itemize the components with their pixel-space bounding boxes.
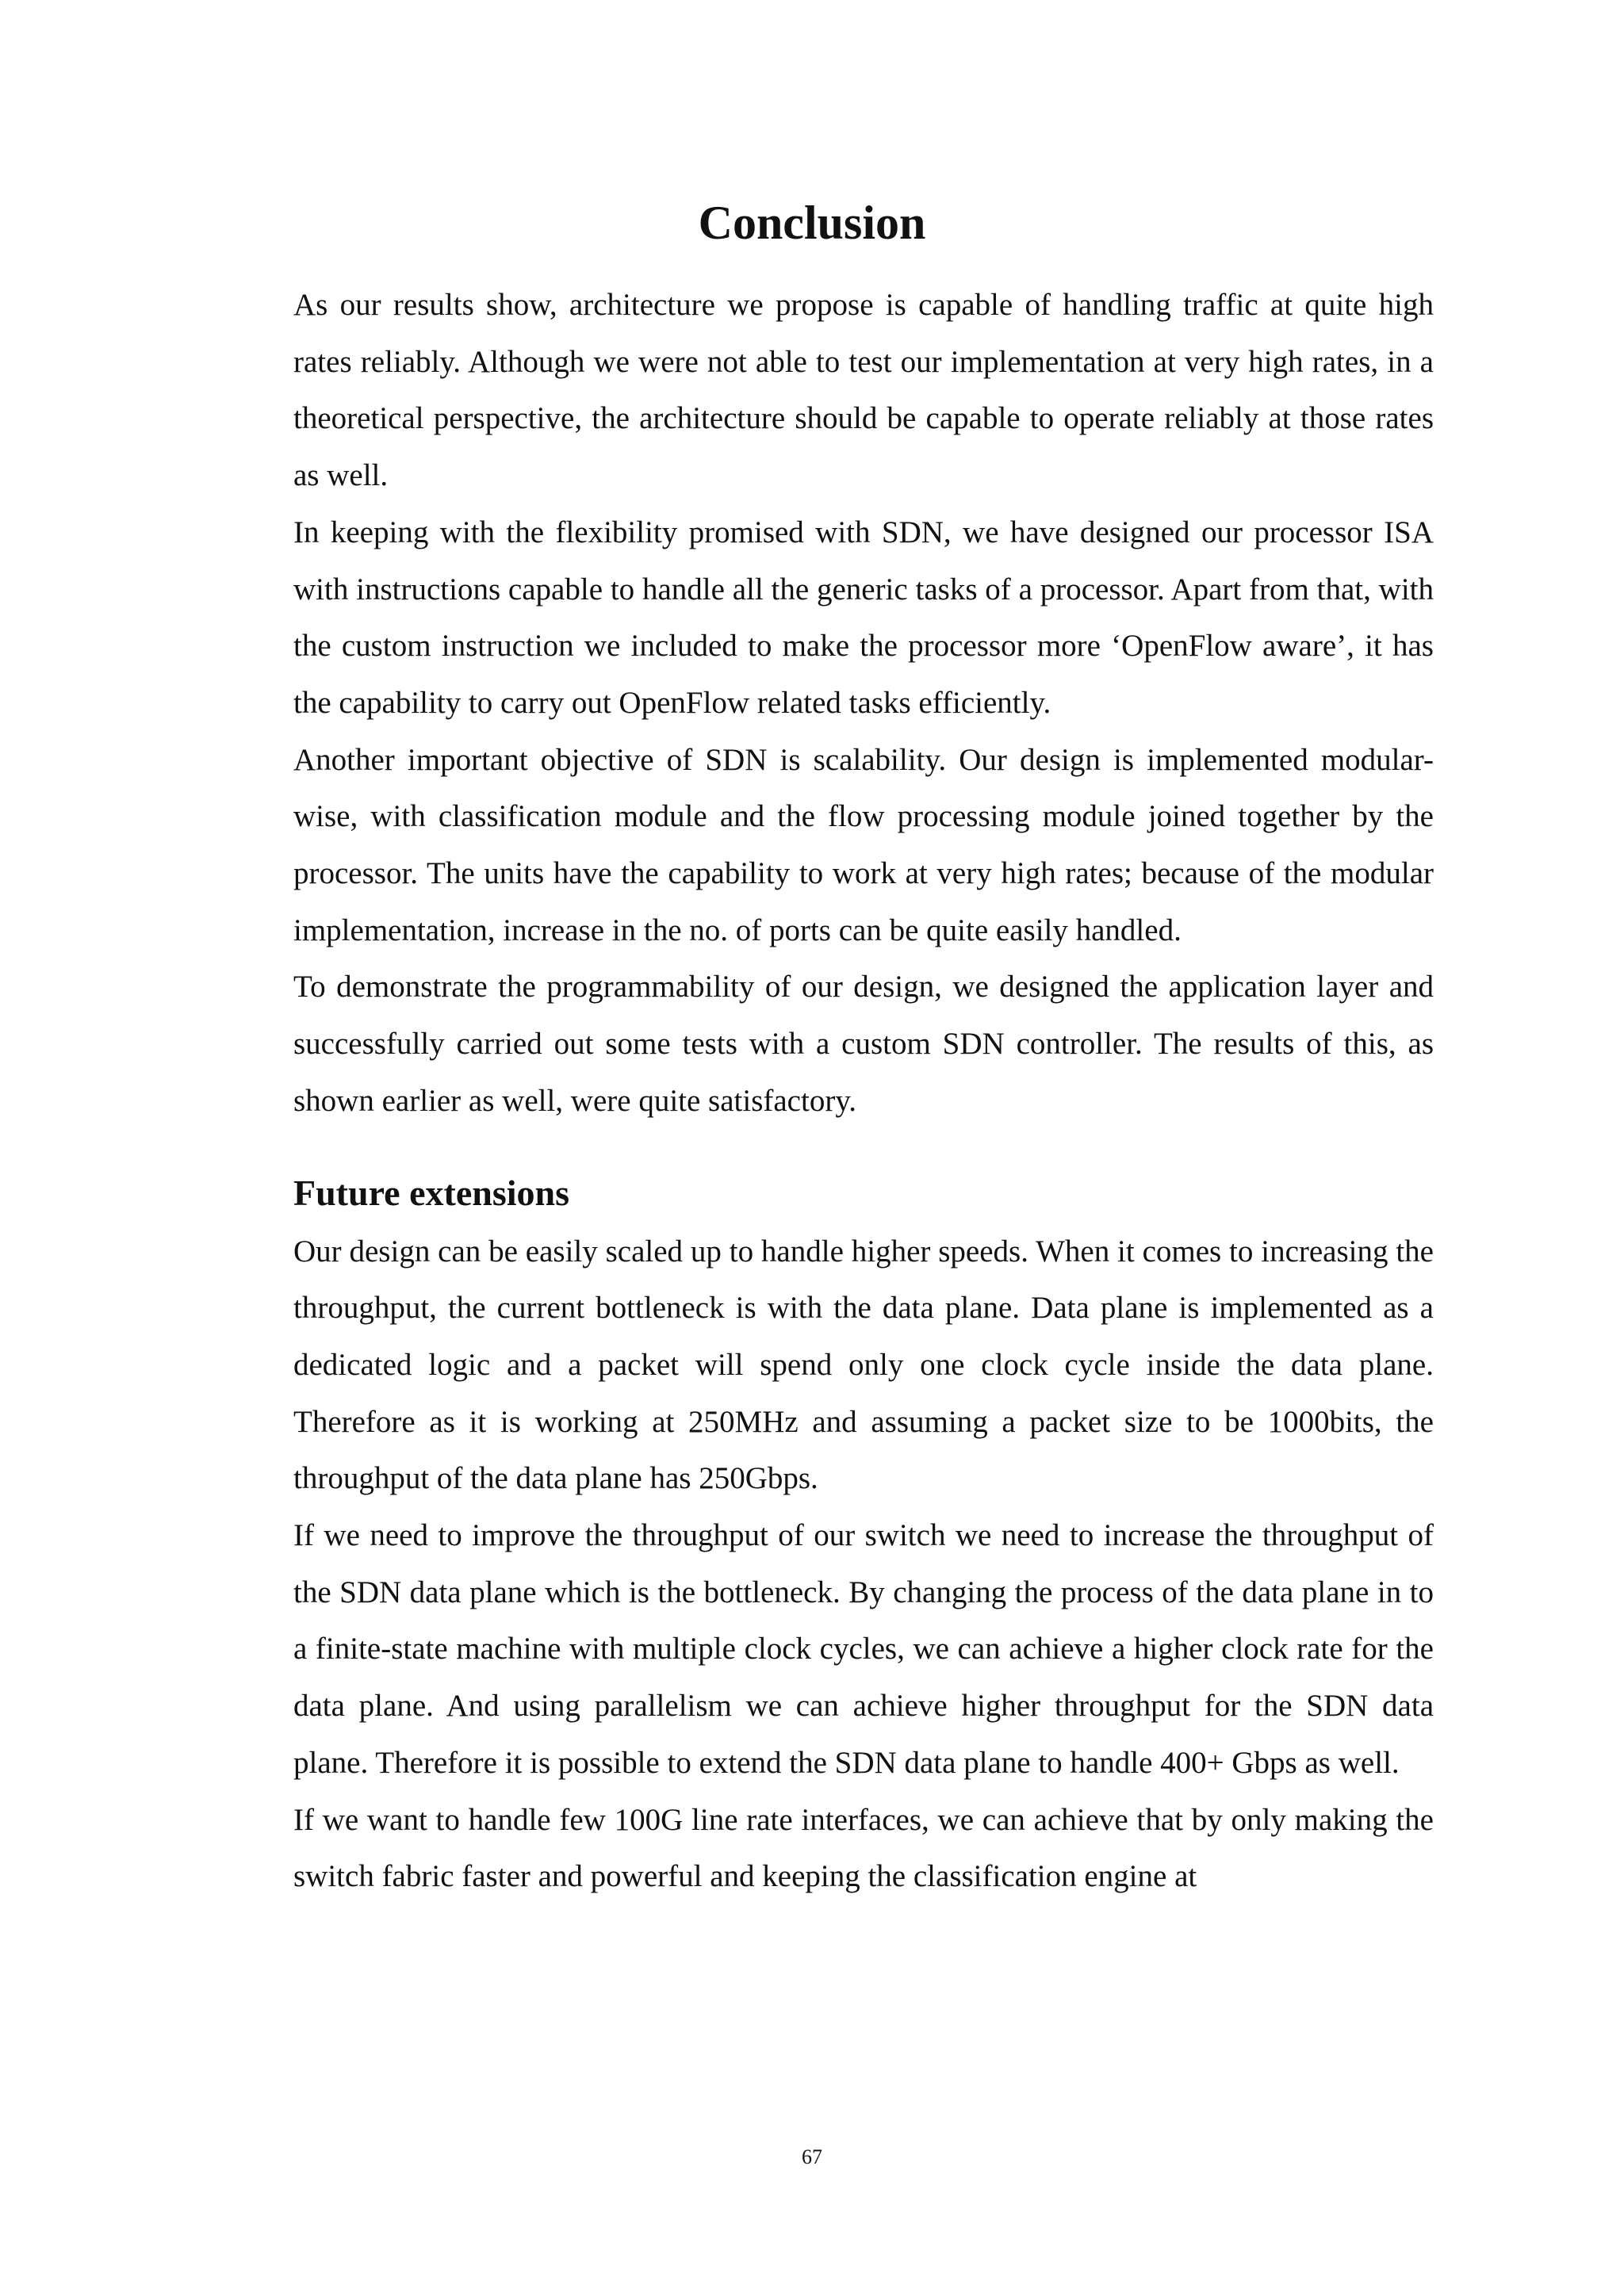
section-paragraph-3: If we want to handle few 100G line rate interfaces, we can achieve that by only making the switch fabric faster and powerful and keeping the classification engine at xyxy=(293,1802,1434,1894)
paragraph-1: As our results show, architecture we propose is capable of handling traffic at quite high rates reliably. Although we were not able to test our implementation at very high rates, in a theoretical perspective, the architecture should be capable to operate reliably at those rates as well. xyxy=(293,288,1434,493)
section-paragraph-2: If we need to improve the throughput of our switch we need to increase the throughput of the SDN data plane which is the bottleneck. By changing the process of the data plane in to a finite-state machine with multiple clock cycles, we can achieve a higher clock rate for the data plane. And using parallelism we can achieve higher throughput for the SDN data plane. Therefore it is possible to extend the SDN data plane to handle 400+ Gbps as well. xyxy=(293,1518,1434,1780)
paragraph-4: To demonstrate the programmability of our design, we designed the application layer and successfully carried out some tests with a custom SDN controller. The results of this, as shown earlier as well, were quite satisfactory. xyxy=(293,970,1434,1118)
paragraph-3: Another important objective of SDN is scalability. Our design is implemented modular-wise, with classification module and the flow processing module joined together by the processor. The units have the capability to work at very high rates; because of the modular implementation, increase in the no. of ports can be quite easily handled. xyxy=(293,742,1434,947)
page-title: Conclusion xyxy=(698,197,926,249)
page-number: 67 xyxy=(802,2145,822,2168)
paragraph-2: In keeping with the flexibility promised with SDN, we have designed our processor ISA with instructions capable to handle all the generic tasks of a processor. Apart from that, with the custom instruction we included to make the processor more ‘OpenFlow aware’, it has the capability to carry out OpenFlow related tasks efficiently. xyxy=(293,515,1434,720)
section-paragraph-1: Our design can be easily scaled up to handle higher speeds. When it comes to increasing the throughput, the current bottleneck is with the data plane. Data plane is implemented as a dedicated logic and a packet will spend only one clock cycle inside the data plane. Therefore as it is working at 250MHz and assuming a packet size to be 1000bits, the throughput of the data plane has 250Gbps. xyxy=(293,1234,1434,1496)
body-text xyxy=(293,277,1434,1905)
section-heading: Future extensions xyxy=(293,1172,569,1213)
